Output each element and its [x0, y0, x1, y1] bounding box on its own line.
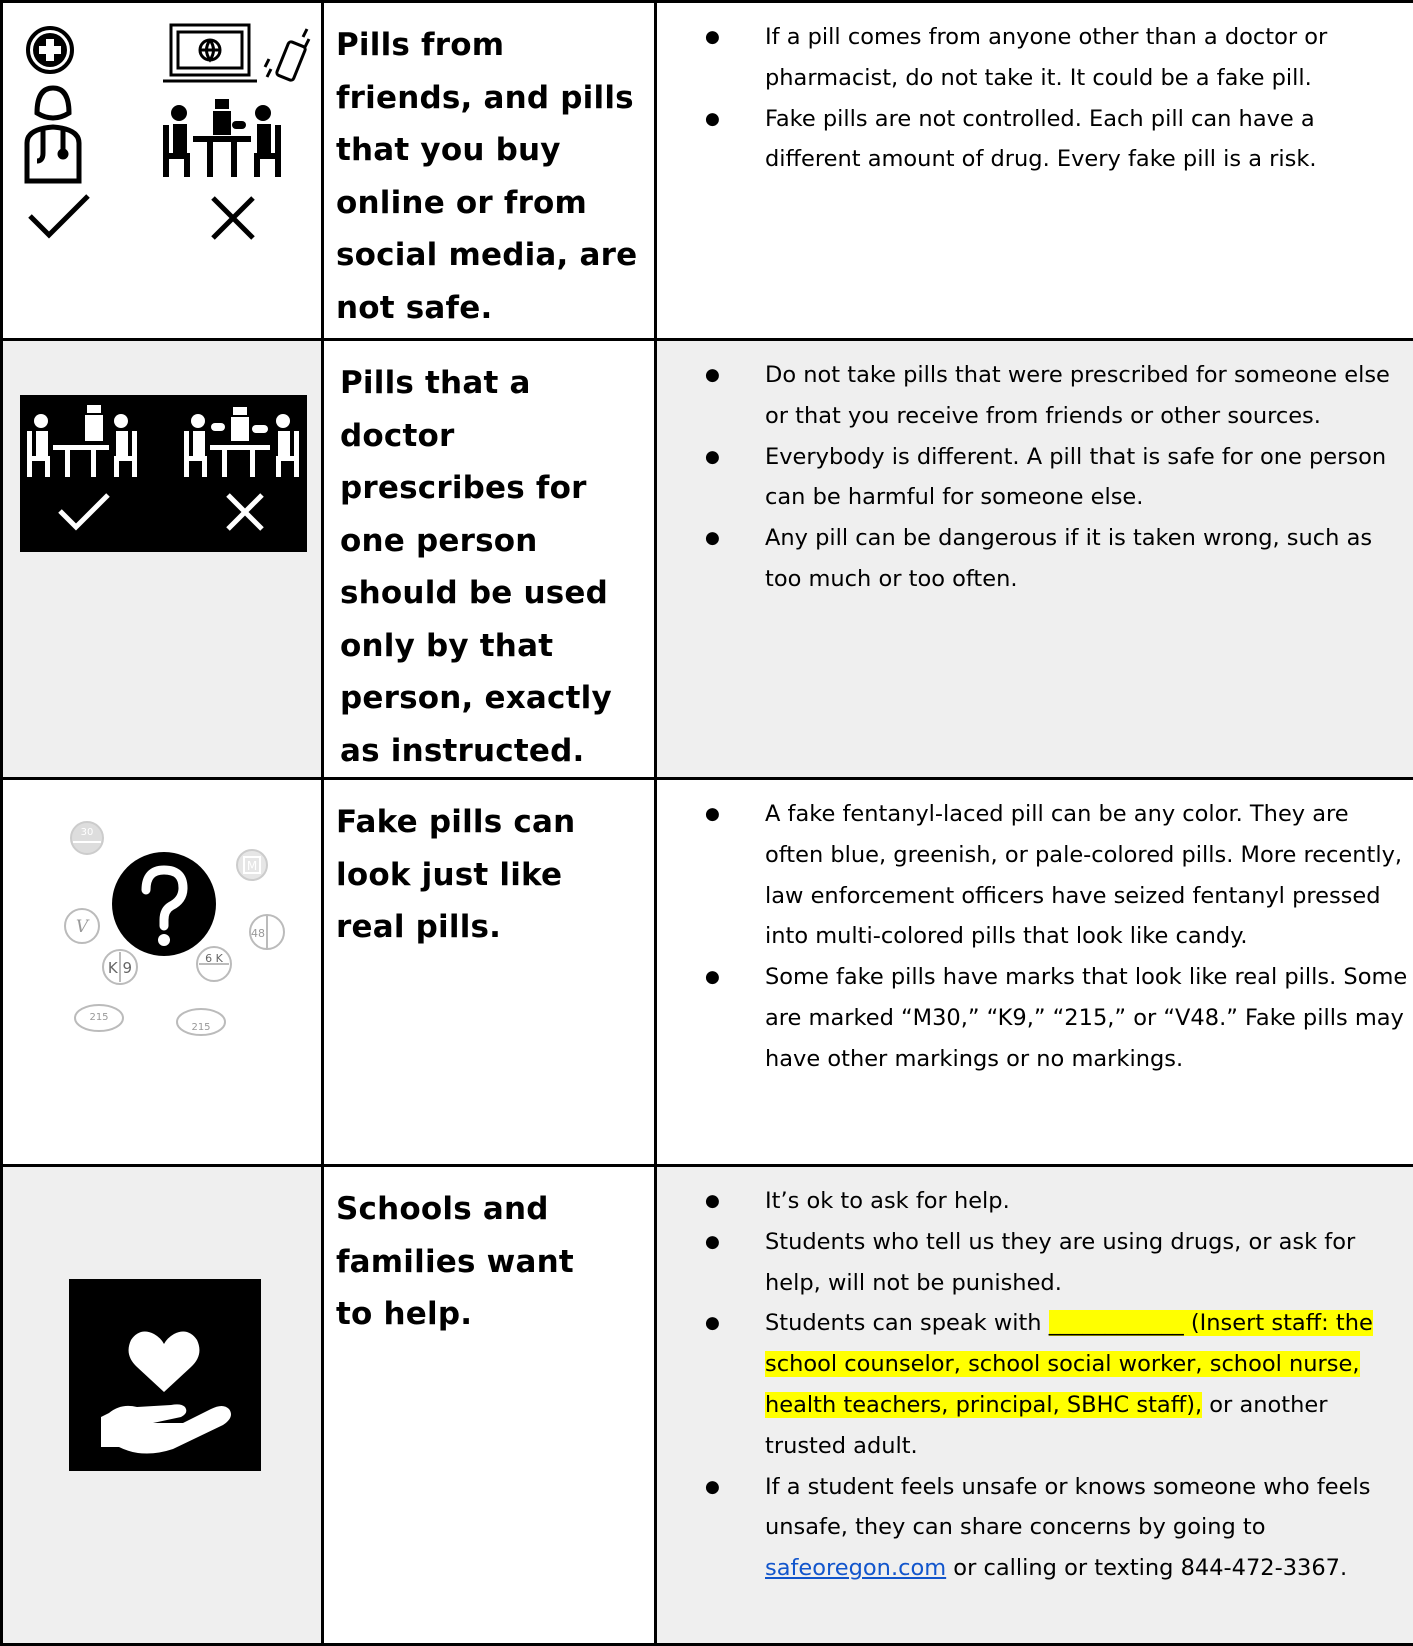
list-item: [657, 1467, 1410, 1589]
svg-text:M: M: [247, 859, 257, 873]
safeoregon-link[interactable]: safeoregon.com: [765, 1555, 946, 1581]
table-row: [2, 1166, 1413, 1645]
list-item: ● If a pill comes from anyone other than a doctor or pharmacist, do not take it. It could be a fake pill.: [657, 17, 1410, 99]
heading-cell: [323, 340, 656, 779]
heading-cell: [323, 1166, 656, 1645]
details-cell: [656, 2, 1413, 340]
list-item: ● Everybody is different. A pill that is safe for one person can be harmful for someone else.: [657, 437, 1410, 519]
row-heading: Schools and families want to help.: [324, 1167, 654, 1341]
speak-text: Students can speak with: [765, 1310, 1049, 1336]
list-item: ● Any pill can be dangerous if it is taken wrong, such as too much or too often.: [657, 518, 1410, 600]
svg-text:215: 215: [89, 1012, 108, 1023]
icon-cell: [2, 779, 323, 1166]
row3-icons: [3, 780, 321, 1164]
row4-icons: [3, 1167, 321, 1643]
svg-text:K 9: K 9: [108, 959, 132, 977]
svg-text:48: 48: [251, 927, 265, 940]
row-heading: Pills that a doctor prescribes for one person should be used only by that person, exactly as instructed.: [324, 341, 654, 777]
phone-icon: [265, 29, 309, 81]
row2-icons: [3, 341, 321, 701]
list-item: ● It’s ok to ask for help.: [657, 1181, 1410, 1222]
heading-cell: [323, 779, 656, 1166]
details-cell: [656, 340, 1413, 779]
heart-in-hand-icon: [69, 1279, 261, 1471]
bullet-list: [657, 3, 1413, 180]
row1-icons: [3, 3, 321, 338]
list-item: ● Do not take pills that were prescribed for someone else or that you receive from friends or other sources.: [657, 355, 1410, 437]
icon-cell: [2, 2, 323, 340]
list-item: ● Fake pills are not controlled. Each pill can have a different amount of drug. Every fake pill is a risk.: [657, 99, 1410, 181]
list-item: [657, 1303, 1410, 1466]
heading-cell: [323, 2, 656, 340]
icon-cell: [2, 340, 323, 779]
share-text-end: or calling or texting 844-472-3367.: [946, 1555, 1347, 1581]
svg-text:V: V: [76, 917, 90, 937]
people-at-table-icon: [163, 99, 281, 177]
list-item: ● Some fake pills have marks that look like real pills. Some are marked “M30,” “K9,” “215,” or “V48.” Fake pills may have other markings or no markings.: [657, 957, 1410, 1079]
row-heading: Pills from friends, and pills that you buy online or from social media, are not safe.: [324, 3, 654, 334]
bullet-list: [657, 780, 1413, 1080]
table-row: [2, 779, 1413, 1166]
icon-cell: [2, 1166, 323, 1645]
list-item: ● A fake fentanyl-laced pill can be any color. They are often blue, greenish, or pale-colored pills. More recently, law enforcement officers have seized fentanyl pressed into multi-colored pills that look like candy.: [657, 794, 1410, 957]
table-row: [2, 2, 1413, 340]
x-icon: [213, 198, 253, 238]
staff-placeholder-highlight: ____________ (Insert staff: the school counselor, school social worker, school nurse, health teachers, principal, SBHC staff),: [765, 1310, 1373, 1418]
bullet-list: [657, 341, 1413, 600]
speak-text-end: or another trusted adult.: [765, 1392, 1327, 1459]
check-icon: [30, 196, 88, 235]
table-row: [2, 340, 1413, 779]
svg-text:30: 30: [81, 827, 94, 838]
doctor-icon: [27, 88, 79, 181]
svg-text:215: 215: [191, 1022, 210, 1033]
medical-cross-icon: [28, 28, 72, 72]
list-item: ● Students who tell us they are using drugs, or ask for help, will not be punished.: [657, 1222, 1410, 1304]
row-heading: Fake pills can look just like real pills.: [324, 780, 654, 954]
details-cell: [656, 1166, 1413, 1645]
bullet-list: [657, 1167, 1413, 1589]
svg-text:6 K: 6 K: [205, 952, 223, 965]
question-mark-icon: [112, 852, 216, 956]
laptop-globe-icon: [163, 25, 257, 81]
share-text: If a student feels unsafe or knows someone who feels unsafe, they can share concerns by going to: [765, 1474, 1370, 1541]
details-cell: [656, 779, 1413, 1166]
